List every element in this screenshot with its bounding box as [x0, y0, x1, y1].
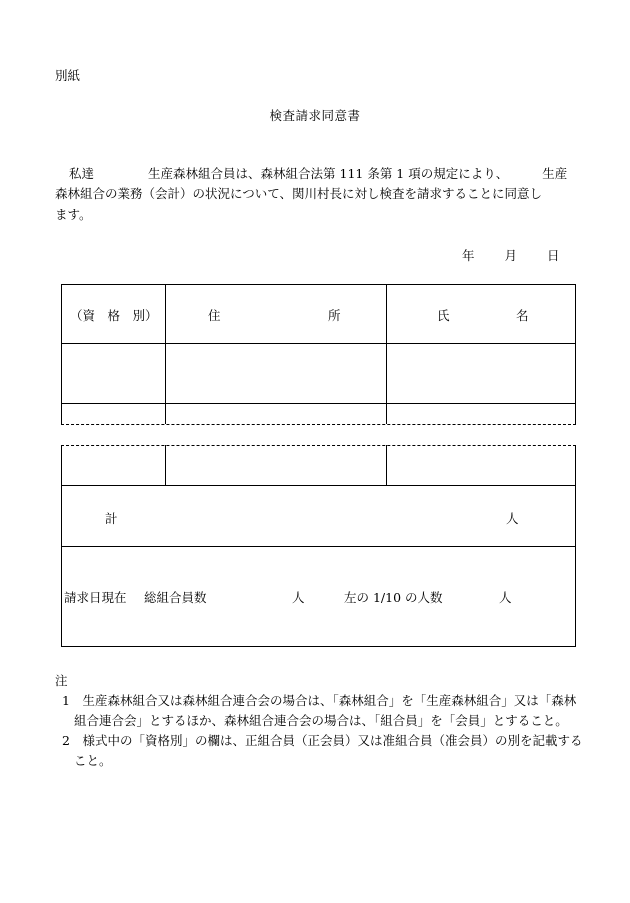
table-row-divider [61, 403, 576, 404]
note-1-line-2: 組合連合会」とするほか、森林組合連合会の場合は、「組合員」を「会員」とすること。 [74, 713, 568, 728]
attachment-label: 別紙 [55, 68, 81, 83]
table-col-divider-2-upper [386, 284, 387, 424]
table-header-divider [61, 343, 576, 344]
body-we: 私達 [69, 166, 95, 181]
body-line-1 [55, 164, 567, 182]
table-col-divider-2-lower [386, 445, 387, 485]
table-border-right-lower [575, 445, 576, 646]
header-name-2: 名 [516, 308, 529, 323]
table-border-right-upper [575, 284, 576, 424]
summary-total-members-label: 総組合員数 [144, 590, 207, 605]
body-line-2: 森林組合の業務（会計）の状況について、関川村長に対し検査を請求することに同意し [55, 186, 543, 201]
summary-fraction-label: 左の 1/10 の人数 [344, 590, 443, 605]
note-2-line-2: こと。 [74, 753, 112, 768]
table-col-divider-1-upper [165, 284, 166, 424]
summary-label: 請求日現在 [64, 590, 127, 605]
document-title: 検査請求同意書 [269, 108, 361, 123]
note-2-line-1: 2 様式中の「資格別」の欄は、正組合員（正会員）又は准組合員（准会員）の別を記載する [62, 733, 583, 748]
table-break-top [61, 424, 576, 425]
total-label: 計 [105, 511, 118, 526]
header-address-1: 住 [208, 308, 221, 323]
header-qualification: （資 格 別） [70, 308, 158, 323]
table-total-divider [61, 485, 576, 486]
date-year: 年 [462, 248, 475, 263]
body-clause-end: 生産 [542, 166, 568, 181]
summary-unit-2: 人 [499, 590, 512, 605]
table-border-left-lower [61, 445, 62, 646]
header-name-1: 氏 [437, 308, 450, 323]
table-col-divider-1-lower [165, 445, 166, 485]
table-border-bottom [61, 646, 576, 647]
table-break-bottom [61, 445, 576, 446]
header-address-2: 所 [328, 308, 341, 323]
body-line-3: ます。 [55, 207, 92, 222]
table-border-top [61, 284, 576, 285]
date-row [462, 246, 560, 264]
date-day: 日 [547, 248, 560, 263]
table-border-left-upper [61, 284, 62, 424]
total-unit: 人 [506, 511, 519, 526]
summary-unit-1: 人 [292, 590, 305, 605]
table-summary-divider [61, 546, 576, 547]
body-clause: 生産森林組合員は、森林組合法第 111 条第 1 項の規定により、 [148, 166, 509, 181]
note-1-line-1: 1 生産森林組合又は森林組合連合会の場合は、「森林組合」を「生産森林組合」又は「森林 [62, 693, 577, 708]
notes-label: 注 [55, 673, 68, 688]
date-month: 月 [504, 248, 518, 263]
